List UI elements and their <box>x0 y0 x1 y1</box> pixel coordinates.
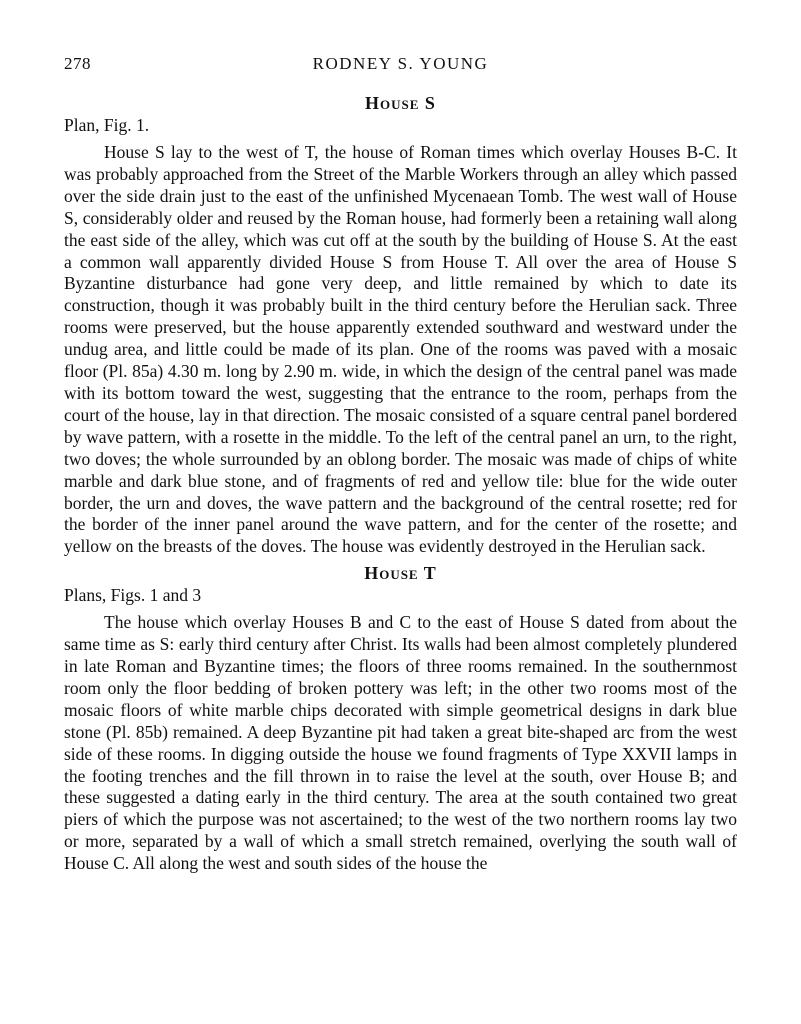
section-heading: House S <box>365 93 436 113</box>
section-heading: House T <box>364 563 437 584</box>
section-house-t <box>64 562 737 875</box>
running-head-author: RODNEY S. YOUNG <box>312 54 489 73</box>
page-number: 278 <box>64 54 91 73</box>
body-paragraph: House S lay to the west of T, the house of Roman times which overlay Houses B-C. It was probably approached from the Street of the Marble Workers through an alley which passed over the side drain just to the east of the unfinished Mycenaean Tomb. The west wall of House S, considerably older and reused by the Roman house, had formerly been a retaining wall along the east side of the alley, which was cut off at the south by the building of House S. At the east a common wall apparently divided House S from House T. All over the area of House S Byzantine disturbance had gone very deep, and little remained by which to date its construction, though it was probably built in the third century before the Herulian sack. Three rooms were preserved, but the house apparently extended southward and westward under the undug area, and little could be made of its plan. One of the rooms was paved with a mosaic floor (Pl. 85a) 4.30 m. long by 2.90 m. wide, in which the design of the central panel was made with its bottom toward the west, suggesting that the entrance to the room, perhaps from the court of the house, lay in that direction. The mosaic consisted of a square central panel bordered by wave pattern, with a rosette in the middle. To the left of the central panel an urn, to the right, two doves; the whole surrounded by an oblong border. The mosaic was made of chips of white marble and dark blue stone, and of fragments of red and yellow tile: blue for the wide outer border, the urn and doves, the wave pattern and the background of the central rosette; red for the border of the inner panel around the wave pattern, and for the center of the rosette; and yellow on the breasts of the doves. The house was evidently destroyed in the Herulian sack. <box>64 142 737 557</box>
body-paragraph: The house which overlay Houses B and C to the east of House S dated from about the same time as S: early third century after Christ. Its walls had been almost completely plundered in late Roman and Byzantine times; the floors of three rooms remained. In the southernmost room only the floor bedding of broken pottery was left; in the other two rooms most of the mosaic floors of white marble chips decorated with simple geometrical designs in dark blue stone (Pl. 85b) remained. A deep Byzantine pit had taken a great bite-shaped arc from the west side of these rooms. In digging outside the house we found fragments of Type XXVII lamps in the footing trenches and the fill thrown in to raise the level at the south, over House B; and these suggested a dating early in the third century. The area at the south contained two great piers of which the purpose was not ascertained; to the west of the two northern rooms lay two or more, separated by a wall of which a small stretch remained, overlying the south wall of House C. All along the west and south sides of the house the <box>64 612 737 874</box>
plan-reference: Plans, Figs. 1 and 3 <box>64 585 202 606</box>
section-house-s <box>64 92 737 558</box>
document-page <box>64 52 737 875</box>
running-header <box>64 52 737 76</box>
plan-reference: Plan, Fig. 1. <box>64 115 150 135</box>
